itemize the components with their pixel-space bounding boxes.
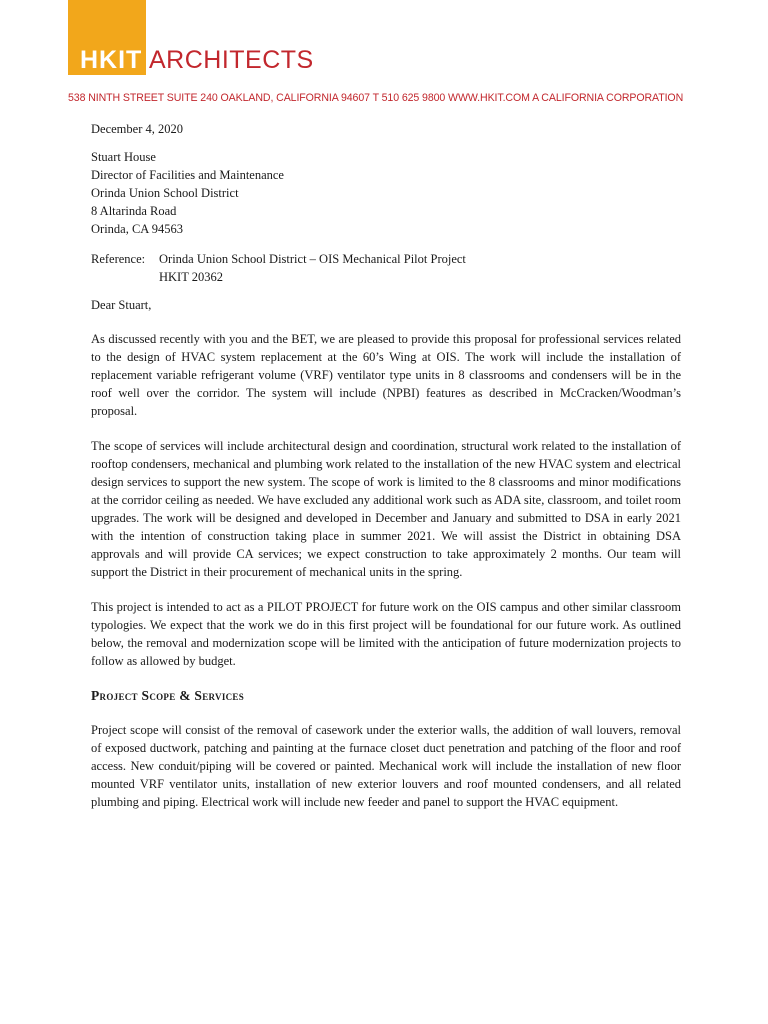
letter-date: December 4, 2020 <box>91 122 183 136</box>
reference-lines <box>159 250 466 286</box>
reference-block <box>91 250 681 286</box>
reference-line: Orinda Union School District – OIS Mechanical Pilot Project <box>159 252 466 266</box>
recipient-block <box>91 148 681 238</box>
body-paragraph: This project is intended to act as a PILOT PROJECT for future work on the OIS campus and other similar classroom typologies. We expect that the work we do in this first project will be foundational for our future work. As outlined below, the removal and modernization scope will be limited with the anticipation of future modernization projects to follow as allowed by budget. <box>91 600 681 668</box>
salutation: Dear Stuart, <box>91 298 152 312</box>
recipient-line: Orinda, CA 94563 <box>91 222 184 236</box>
recipient-line: Stuart House <box>91 150 156 164</box>
logo-hkit: HKIT <box>80 46 143 74</box>
reference-line: HKIT 20362 <box>159 270 224 284</box>
recipient-line: Director of Facilities and Maintenance <box>91 168 284 182</box>
reference-label: Reference: <box>91 252 146 266</box>
body-paragraph: As discussed recently with you and the BET, we are pleased to provide this proposal for professional services related to the design of HVAC system replacement at the 60’s Wing at OIS. The work will include the installation of replacement variable refrigerant volume (VRF) ventilator type units in 8 classrooms and condensers will be in the roof well over the corridor. The system will include (NPBI) features as described in McCracken/Woodman’s proposal. <box>91 332 681 418</box>
recipient-line: Orinda Union School District <box>91 186 239 200</box>
letter-body <box>91 120 681 828</box>
logo-architects: ARCHITECTS <box>149 46 314 74</box>
section-heading: Project Scope & Services <box>91 688 245 703</box>
recipient-line: 8 Altarinda Road <box>91 204 177 218</box>
letterhead-address: 538 NINTH STREET SUITE 240 OAKLAND, CALIFORNIA 94607 T 510 625 9800 WWW.HKIT.COM A CALIFORNIA CORPORATION <box>68 92 684 104</box>
body-paragraph: The scope of services will include architectural design and coordination, structural work related to the installation of rooftop condensers, mechanical and plumbing work related to the installation of the new HVAC system and electrical design services to support the new system. The scope of work is limited to the 8 classrooms and minor modifications at the corridor ceiling as needed. We have excluded any additional work such as ADA site, classroom, and toilet room upgrades. The work will be designed and developed in December and January and submitted to DSA in early 2021 with the intention of construction taking place in summer 2021. We will assist the District in obtaining DSA approvals and will provide CA services; we expect construction to take approximately 2 months. Our team will support the District in their procurement of mechanical units in the spring. <box>91 439 681 579</box>
section-paragraph: Project scope will consist of the removal of casework under the exterior walls, the addition of wall louvers, removal of exposed ductwork, patching and painting at the furnace closet duct penetration and patching of the floor and roof access. New conduit/piping will be covered or painted. Mechanical work will include the installation of new floor mounted VRF ventilator units, installation of new exterior louvers and roof mounted condensers, and all related plumbing and piping. Electrical work will include new feeder and panel to support the HVAC equipment. <box>91 723 681 809</box>
